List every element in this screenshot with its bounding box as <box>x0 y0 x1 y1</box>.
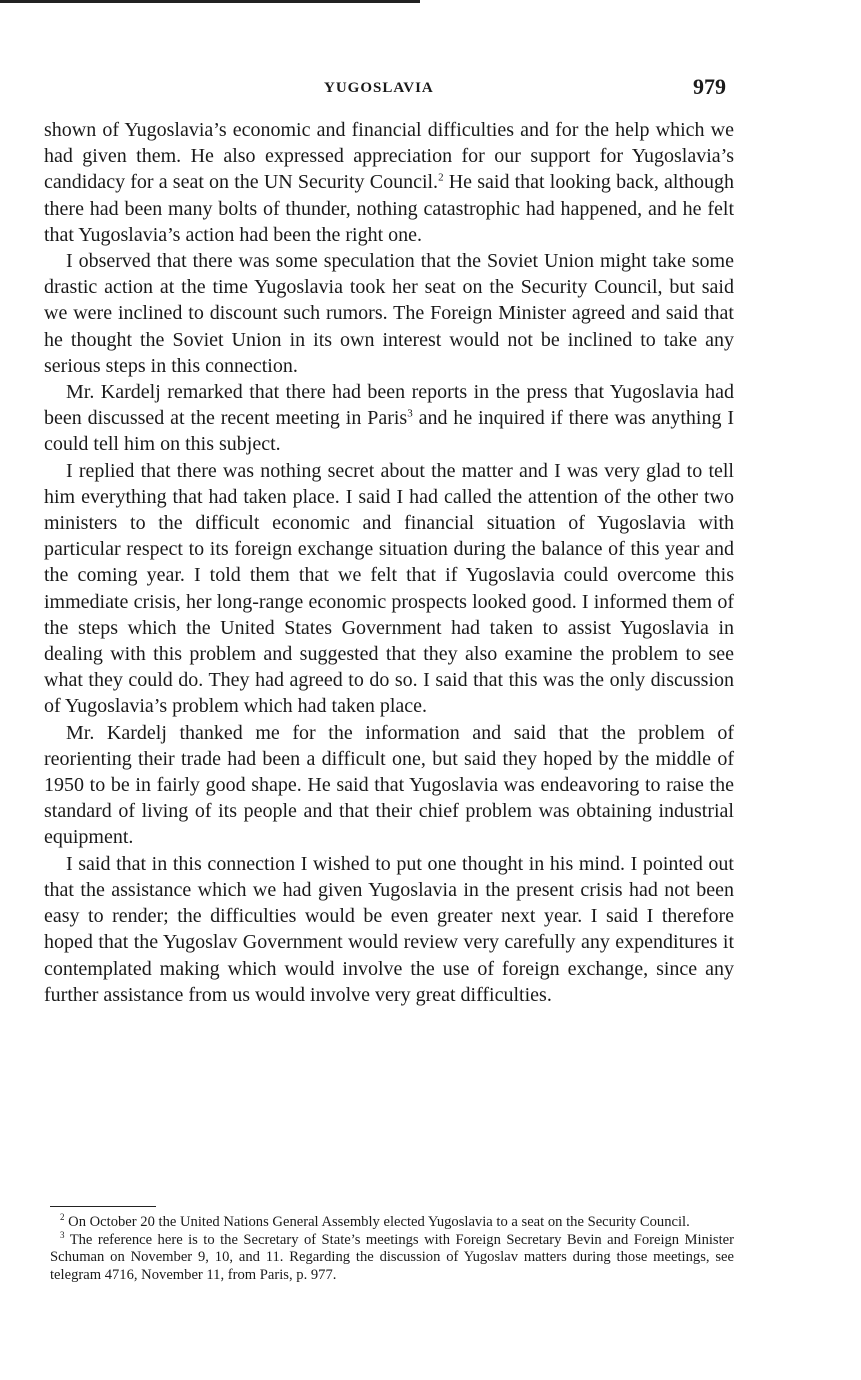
body-text <box>44 117 734 1008</box>
footnote-3: $^3$ The reference here is to the Secretary of State’s meetings with Foreign Secretary Bevin and Foreign Minister Schuman on November 9, 10, and 11. Regarding the discussion of Yugoslav matters during those meetings, see telegram 4716, November 11, from Paris, p. 977. <box>50 1229 735 1283</box>
paragraph-5: Mr. Kardelj thanked me for the information and said that the problem of reorienting their trade had been a difficult one, but said they hoped by the middle of 1950 to be in fairly good shape. He said that Yugoslavia was endeavoring to raise the standard of living of its people and that their chief problem was obtaining industrial equipment. <box>44 721 734 849</box>
footnote-divider <box>50 1206 156 1207</box>
running-head <box>44 74 734 104</box>
footnotes <box>50 1214 734 1284</box>
footnote-2: $^2$ On October 20 the United Nations General Assembly elected Yugoslavia to a seat on the Security Council. <box>60 1212 690 1230</box>
footnote-ref-3: 3 <box>407 407 413 420</box>
top-edge-rule <box>0 0 420 3</box>
paragraph-1: shown of Yugoslavia’s economic and financial difficulties and for the help which we had given them. He also expressed appreciation for our support for Yugoslavia’s candidacy for a seat on the UN Security Council.$^2$ He said that looking back, although there had been many bolts of thunder, nothing catastrophic had happened, and he felt that Yugoslavia’s action had been the right one. <box>44 119 734 246</box>
paragraph-3: Mr. Kardelj remarked that there had been reports in the press that Yugoslavia had been discussed at the recent meeting in Paris$^3$ and he inquired if there was anything I could tell him on this subject. <box>44 381 734 456</box>
running-title: YUGOSLAVIA <box>324 80 434 96</box>
page-number: 979 <box>693 74 726 99</box>
footnote-ref-2: 2 <box>438 171 444 184</box>
footnote-marker: 2 <box>60 1212 65 1223</box>
paragraph-2: I observed that there was some speculation that the Soviet Union might take some drastic action at the time Yugoslavia took her seat on the Security Council, but said we were inclined to discount such rumors. The Foreign Minister agreed and said that he thought the Soviet Union in its own interest would not be inclined to take any serious steps in this connection. <box>44 250 734 377</box>
paragraph-6: I said that in this connection I wished to put one thought in his mind. I pointed out that the assistance which we had given Yugoslavia in the present crisis had not been easy to render; the difficulties would be even greater next year. I said I therefore hoped that the Yugoslav Government would review very carefully any expenditures it contemplated making which would involve the use of foreign exchange, since any further assistance from us would involve very great difficulties. <box>44 852 734 1006</box>
footnote-marker: 3 <box>60 1229 65 1240</box>
paragraph-4: I replied that there was nothing secret about the matter and I was very glad to tell him everything that had taken place. I said I had called the attention of the other two ministers to the difficult economic and financial situation of Yugoslavia with particular respect to its foreign exchange situation during the balance of this year and the coming year. I told them that we felt that if Yugoslavia could overcome this immediate crisis, her long-range economic prospects looked good. I informed them of the steps which the United States Government had taken to assist Yugoslavia in dealing with this problem and suggested that they also examine the problem to see what they could do. They had agreed to do so. I said that this was the only discussion of Yugoslavia’s problem which had taken place. <box>44 459 734 718</box>
